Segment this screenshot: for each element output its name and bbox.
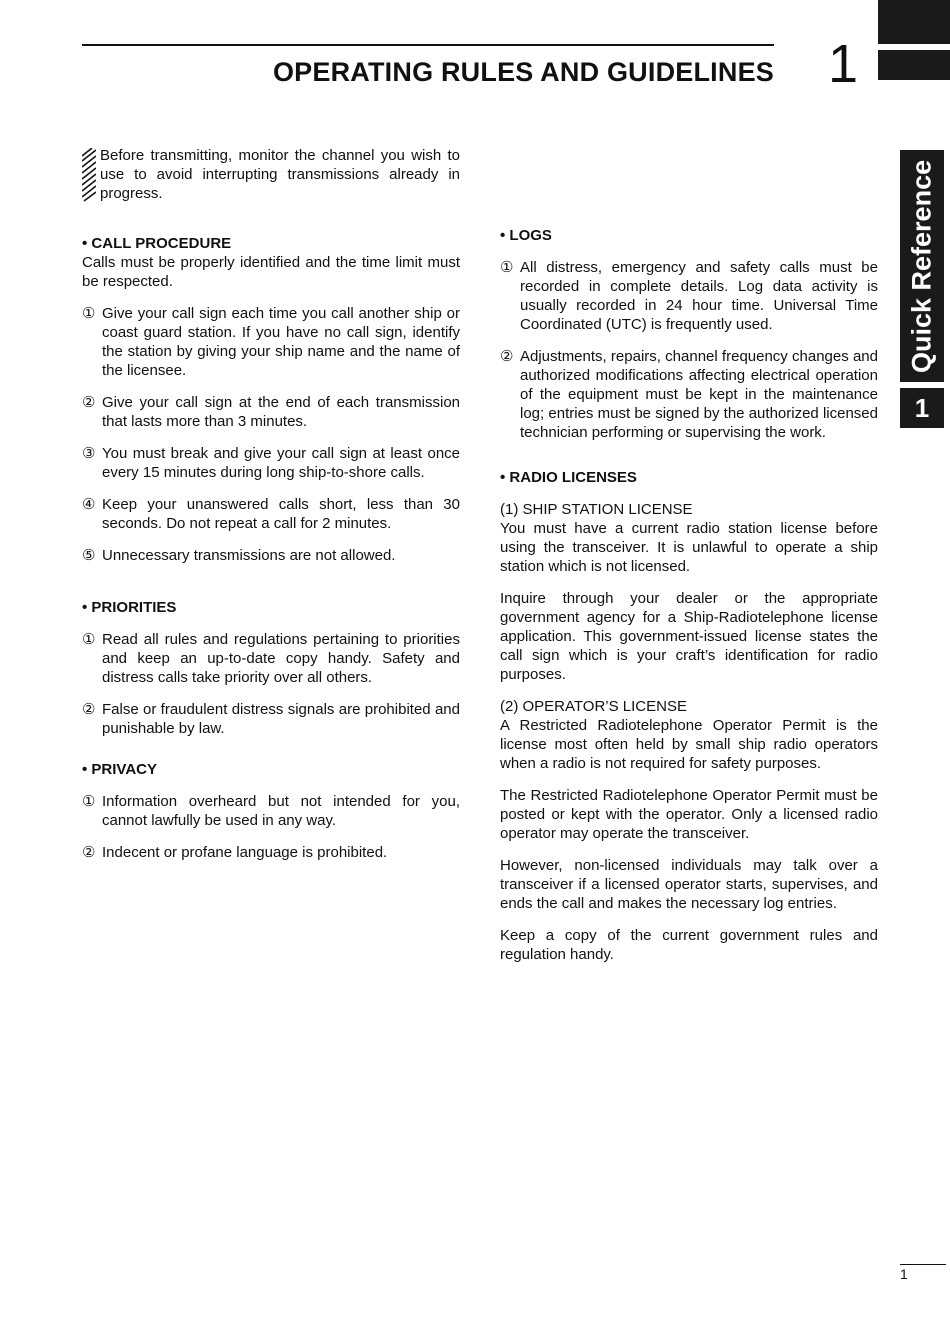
ship-station-paragraph: Inquire through your dealer or the appropriate government agency for a Ship-Radiotelephone license application. This government-issued license states the call sign which is your craft’s identification for radio purposes.	[500, 590, 878, 683]
list-item-text: You must break and give your call sign at least once every 15 minutes during long ship-to-shore calls.	[102, 445, 460, 481]
list-item	[82, 444, 460, 482]
list-item-text: Give your call sign at the end of each transmission that lasts more than 3 minutes.	[102, 394, 460, 430]
list-item-text: Unnecessary transmissions are not allowed.	[102, 547, 396, 564]
list-marker: ⑤	[82, 547, 96, 564]
header-rule	[82, 44, 774, 46]
list-item	[500, 347, 878, 442]
caution-hatch-icon	[82, 148, 96, 202]
list-item-text: All distress, emergency and safety calls must be recorded in complete details. Log data activity is usually recorded in 24 hour time. Universal Time Coordinated (UTC) is frequently used.	[520, 259, 878, 333]
list-item-text: Read all rules and regulations pertaining to priorities and keep an up-to-date copy handy. Safety and distress calls take priority over all others.	[102, 631, 460, 686]
corner-tab-block-top	[878, 0, 950, 44]
list-marker: ①	[82, 793, 96, 810]
list-marker: ①	[500, 259, 514, 276]
list-item	[82, 792, 460, 830]
ship-station-license-subheading: (1) SHIP STATION LICENSE	[500, 501, 693, 518]
list-item-text: Adjustments, repairs, channel frequency changes and authorized modifications affecting electrical operation of the equipment must be kept in the maintenance log; entries must be signed by the authorized licensed technician performing or supervising the work.	[520, 348, 878, 441]
list-item	[82, 843, 460, 862]
priorities-list	[82, 630, 460, 738]
list-marker: ②	[500, 348, 514, 365]
logs-section	[500, 226, 878, 442]
list-item	[82, 630, 460, 687]
operator-license-subheading: (2) OPERATOR’S LICENSE	[500, 698, 687, 715]
left-column	[82, 146, 460, 875]
list-marker: ②	[82, 844, 96, 861]
radio-licenses-section	[500, 468, 878, 964]
intro-text: Before transmitting, monitor the channel you wish to use to avoid interrupting transmissions already in progress.	[100, 147, 460, 202]
side-tab-chapter-number: 1	[900, 388, 944, 428]
list-marker: ②	[82, 701, 96, 718]
operator-paragraph: The Restricted Radiotelephone Operator Permit must be posted or kept with the operator. Only a licensed radio operator may operate the transceiver.	[500, 787, 878, 842]
page-title: OPERATING RULES AND GUIDELINES	[272, 57, 774, 87]
list-item-text: Indecent or profane language is prohibited.	[102, 844, 388, 861]
quick-reference-tab-label: Quick Reference	[906, 159, 937, 373]
corner-tab-block-bottom	[878, 50, 950, 80]
page-number: 1	[900, 1266, 908, 1282]
call-procedure-lead: Calls must be properly identified and the time limit must be respected.	[82, 254, 460, 290]
operator-paragraph: Keep a copy of the current government rules and regulation handy.	[500, 927, 878, 963]
list-item-text: False or fraudulent distress signals are prohibited and punishable by law.	[102, 701, 460, 737]
priorities-section	[82, 598, 460, 738]
call-procedure-heading: • CALL PROCEDURE	[82, 235, 232, 252]
privacy-list	[82, 792, 460, 862]
list-marker: ①	[82, 631, 96, 648]
chapter-number: 1	[828, 34, 859, 94]
ship-station-paragraph: You must have a current radio station license before using the transceiver. It is unlawful to operate a ship station which is not licensed.	[500, 520, 878, 575]
list-marker: ②	[82, 394, 96, 411]
list-item	[82, 393, 460, 431]
call-procedure-section	[82, 234, 460, 565]
logs-list	[500, 258, 878, 442]
radio-licenses-heading: • RADIO LICENSES	[500, 469, 637, 486]
list-item-text: Give your call sign each time you call another ship or coast guard station. If you have no call sign, identify the station by giving your ship name and the name of the licensee.	[102, 305, 460, 379]
operator-paragraph: However, non-licensed individuals may talk over a transceiver if a licensed operator starts, supervises, and ends the call and makes the necessary log entries.	[500, 857, 878, 912]
call-procedure-list	[82, 304, 460, 565]
list-item	[82, 700, 460, 738]
intro-caution	[82, 146, 460, 203]
list-marker: ④	[82, 496, 96, 513]
footer-rule	[900, 1264, 946, 1265]
list-item	[82, 546, 460, 565]
list-marker: ③	[82, 445, 96, 462]
right-column	[500, 226, 878, 977]
quick-reference-tab	[900, 150, 944, 382]
privacy-section	[82, 760, 460, 862]
list-marker: ①	[82, 305, 96, 322]
list-item	[82, 304, 460, 380]
operator-paragraph: A Restricted Radiotelephone Operator Permit is the license most often held by small ship radio operators when a radio is not required for safety purposes.	[500, 717, 878, 772]
logs-heading: • LOGS	[500, 227, 552, 244]
list-item-text: Information overheard but not intended for you, cannot lawfully be used in any way.	[102, 793, 460, 829]
list-item	[82, 495, 460, 533]
list-item-text: Keep your unanswered calls short, less than 30 seconds. Do not repeat a call for 2 minutes.	[102, 496, 460, 532]
priorities-heading: • PRIORITIES	[82, 599, 177, 616]
list-item	[500, 258, 878, 334]
privacy-heading: • PRIVACY	[82, 761, 157, 778]
